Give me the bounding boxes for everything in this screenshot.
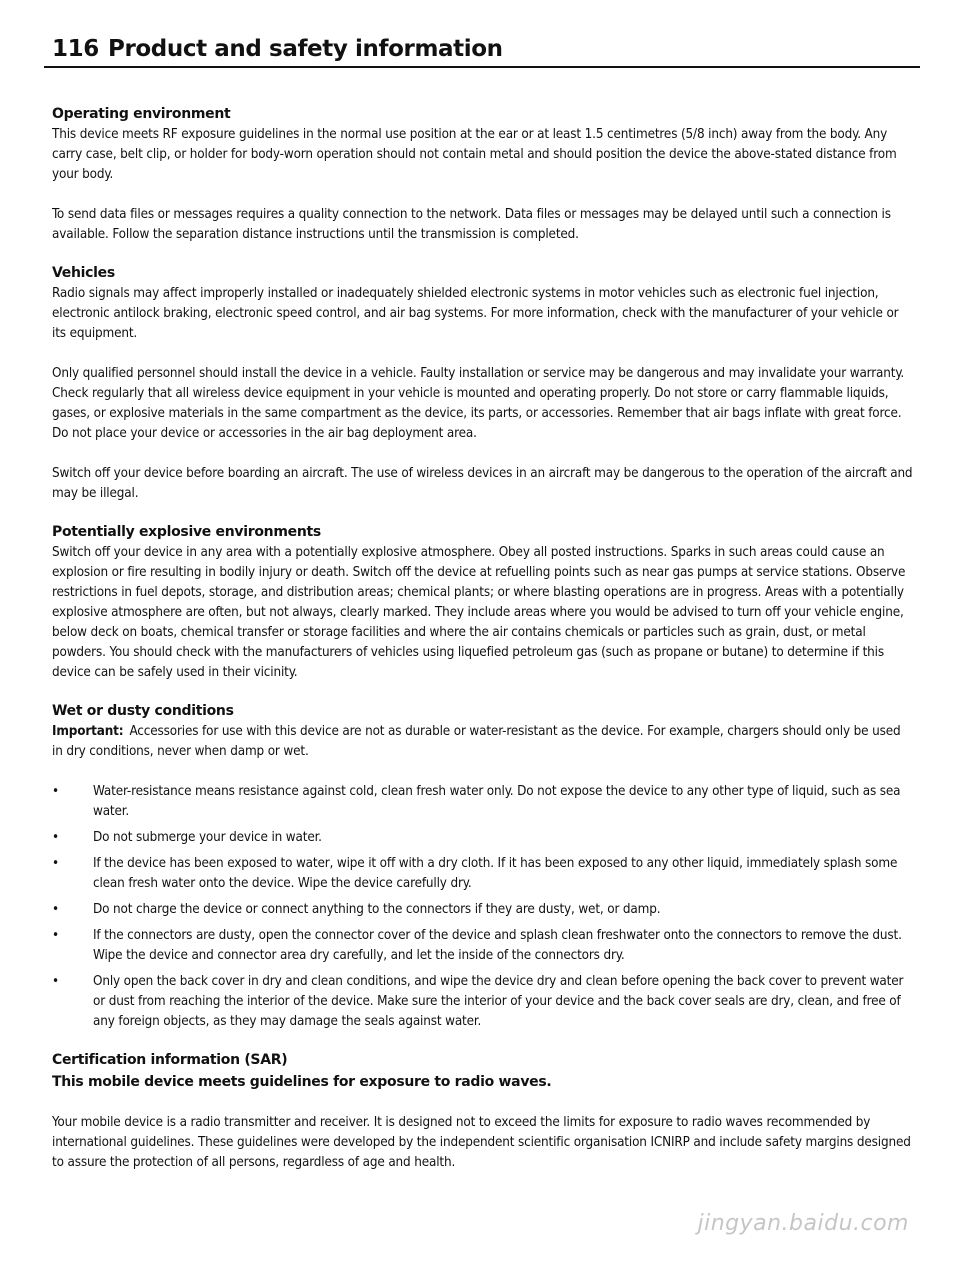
page-header <box>44 34 920 68</box>
list-item <box>52 828 914 848</box>
important-label: Important: <box>52 724 124 739</box>
section-heading-vehicles: Vehicles <box>52 265 115 281</box>
bullet-icon: • <box>52 784 59 799</box>
bullet-icon: • <box>52 928 59 943</box>
certification-subheading: This mobile device meets guidelines for exposure to radio waves. <box>52 1074 552 1090</box>
list-item <box>52 900 914 920</box>
paragraph: Only qualified personnel should install the device in a vehicle. Faulty installation or service may be dangerous and may invalidate your warranty. Check regularly that all wireless device equipment in your vehicle is mounted and operating properly. Do not store or carry flammable liquids, gases, or explosive materials in the same compartment as the device, its parts, or accessories. Remember that air bags inflate with great force. Do not place your device or accessories in the air bag deployment area. <box>52 366 905 441</box>
paragraph: Switch off your device before boarding an aircraft. The use of wireless devices in an aircraft may be dangerous to the operation of the aircraft and may be illegal. <box>52 466 913 501</box>
list-item-text: Only open the back cover in dry and clean conditions, and wipe the device dry and clean before opening the back cover to prevent water or dust from reaching the interior of the device. Make sure the interior of your device and the back cover seals are dry, clean, and free of any foreign objects, as they may damage the seals against water. <box>93 974 904 1029</box>
list-item <box>52 972 914 1032</box>
important-note <box>52 722 914 762</box>
paragraph: Your mobile device is a radio transmitter and receiver. It is designed not to exceed the limits for exposure to radio waves recommended by international guidelines. These guidelines were developed by the independent scientific organisation ICNIRP and include safety margins designed to assure the protection of all persons, regardless of age and health. <box>52 1115 911 1170</box>
paragraph: Radio signals may affect improperly installed or inadequately shielded electronic systems in motor vehicles such as electronic fuel injection, electronic antilock braking, electronic speed control, and air bag systems. For more information, check with the manufacturer of your vehicle or its equipment. <box>52 286 899 341</box>
watermark-text: jingyan.baidu.com <box>697 1211 909 1236</box>
list-item <box>52 926 914 966</box>
bullet-icon: • <box>52 902 59 917</box>
paragraph: This device meets RF exposure guidelines in the normal use position at the ear or at least 1.5 centimetres (5/8 inch) away from the body. Any carry case, belt clip, or holder for body-worn operation should not contain metal and should position the device the above-stated distance from your body. <box>52 127 897 182</box>
list-item-text: If the device has been exposed to water, wipe it off with a dry cloth. If it has been exposed to any other liquid, immediately splash some clean fresh water onto the device. Wipe the device carefully dry. <box>93 856 898 891</box>
list-item-text: If the connectors are dusty, open the connector cover of the device and splash clean freshwater onto the connectors to remove the dust. Wipe the device and connector area dry carefully, and let the inside of the connectors dry. <box>93 928 902 963</box>
section-heading-explosive-environments: Potentially explosive environments <box>52 524 321 540</box>
list-item-text: Water-resistance means resistance against cold, clean fresh water only. Do not expose the device to any other type of liquid, such as sea water. <box>93 784 901 819</box>
list-item-text: Do not submerge your device in water. <box>93 830 322 845</box>
page-number: 116 <box>52 36 99 62</box>
list-item <box>52 854 914 894</box>
paragraph: To send data files or messages requires a quality connection to the network. Data files or messages may be delayed until such a connection is available. Follow the separation distance instructions until the transmission is completed. <box>52 207 891 242</box>
bullet-icon: • <box>52 830 59 845</box>
section-heading-wet-dusty: Wet or dusty conditions <box>52 703 234 719</box>
page-title: Product and safety information <box>108 36 503 62</box>
bullet-list <box>52 782 914 1032</box>
bullet-icon: • <box>52 856 59 871</box>
page-content <box>52 103 914 1173</box>
section-heading-certification: Certification information (SAR) <box>52 1052 288 1068</box>
paragraph: Switch off your device in any area with a potentially explosive atmosphere. Obey all posted instructions. Sparks in such areas could cause an explosion or fire resulting in bodily injury or death. Switch off the device at refuelling points such as near gas pumps at service stations. Observe restrictions in fuel depots, storage, and distribution areas; chemical plants; or where blasting operations are in progress. Areas with a potentially explosive atmosphere are often, but not always, clearly marked. They include areas where you would be advised to turn off your vehicle engine, below deck on boats, chemical transfer or storage facilities and where the air contains chemicals or particles such as grain, dust, or metal powders. You should check with the manufacturers of vehicles using liquefied petroleum gas (such as propane or butane) to determine if this device can be safely used in their vicinity. <box>52 545 906 680</box>
list-item-text: Do not charge the device or connect anything to the connectors if they are dusty, wet, or damp. <box>93 902 661 917</box>
bullet-icon: • <box>52 974 59 989</box>
important-text: Accessories for use with this device are not as durable or water-resistant as the device. For example, chargers should only be used in dry conditions, never when damp or wet. <box>52 724 901 759</box>
list-item <box>52 782 914 822</box>
section-heading-operating-environment: Operating environment <box>52 106 231 122</box>
